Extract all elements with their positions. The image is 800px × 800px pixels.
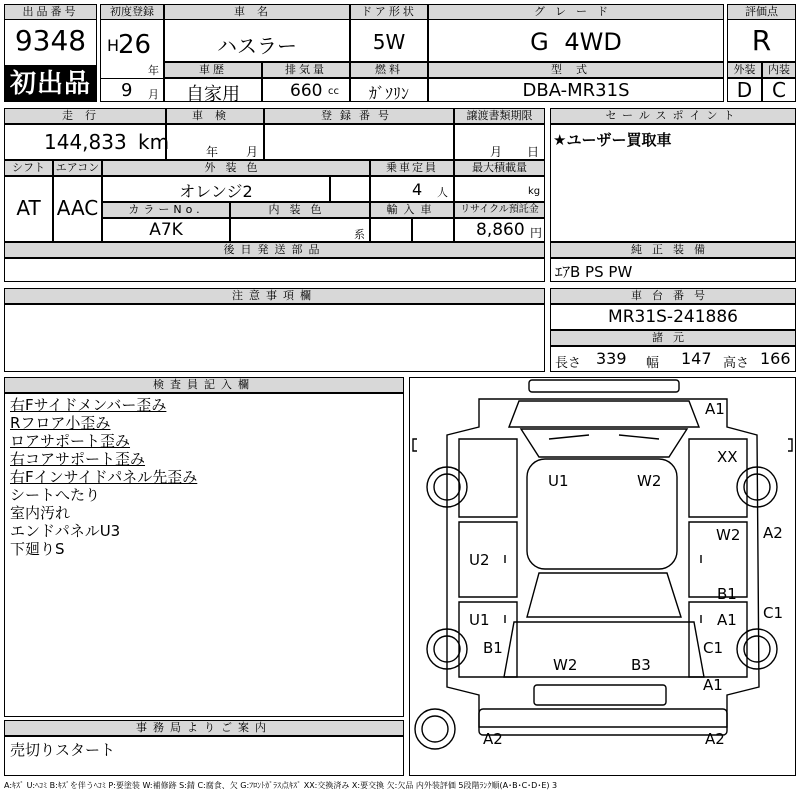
door-shape-label: ドア形状 xyxy=(350,4,428,20)
first-registration-label: 初度登録 xyxy=(100,4,164,20)
recycle-unit: 円 xyxy=(530,226,543,240)
shift-label: シフト xyxy=(4,160,53,176)
mark-xx-right-front: XX xyxy=(717,448,738,466)
score-label: 評価点 xyxy=(727,4,796,20)
mark-a2-rear-right: A2 xyxy=(705,730,725,748)
equipment-label: 純正装備 xyxy=(550,242,796,258)
interior-grade: C xyxy=(772,78,786,102)
registration-month: 9 xyxy=(121,80,133,101)
inspection-month-unit: 月 xyxy=(246,145,259,159)
inspector-note: 右Fインサイドパネル先歪み xyxy=(10,468,198,486)
int-color-unit: 系 xyxy=(354,228,365,241)
inspector-note: 室内汚れ xyxy=(10,504,71,522)
inspector-notes-list xyxy=(10,396,400,558)
mark-a2-right-fender: A2 xyxy=(763,524,783,542)
length: 339 xyxy=(596,349,627,368)
mark-a1-right-rear: A1 xyxy=(703,676,723,694)
max-load-unit: kg xyxy=(528,186,541,197)
chassis-number: MR31S-241886 xyxy=(608,307,738,327)
inspection-year-unit: 年 xyxy=(206,145,219,159)
car-name: ハスラー xyxy=(217,34,297,58)
length-label: 長さ xyxy=(555,356,582,371)
mark-u2-left-door: U2 xyxy=(469,551,490,569)
sales-point-label: セールスポイント xyxy=(550,108,796,124)
lot-number-label: 出品番号 xyxy=(4,4,97,20)
aircon-label: エアコン xyxy=(53,160,102,176)
displacement: 660 xyxy=(290,81,323,101)
recycle-fee: 8,860 xyxy=(476,220,525,240)
displacement-unit: cc xyxy=(328,86,339,97)
registration-year: 26 xyxy=(118,30,152,60)
aircon: AAC xyxy=(56,196,99,220)
grade-label: グレード xyxy=(428,4,724,20)
mark-w2-right-door: W2 xyxy=(716,526,741,544)
grade: G 4WD xyxy=(530,28,622,56)
ext-color: オレンジ2 xyxy=(179,182,253,201)
ext-color-label: 外装色 xyxy=(102,160,370,176)
color-no: A7K xyxy=(149,220,183,240)
mark-c1-right-quarter: C1 xyxy=(703,639,724,657)
inspector-notes-label: 検査員記入欄 xyxy=(4,377,404,393)
equipment: ｴｱB PS PW xyxy=(555,263,633,281)
capacity-label: 乗車定員 xyxy=(370,160,454,176)
office-message-label: 事務局よりご案内 xyxy=(4,720,404,736)
sales-point: ★ユーザー買取車 xyxy=(553,131,672,149)
model-code: DBA-MR31S xyxy=(522,80,630,101)
mark-b1-right-door: B1 xyxy=(717,585,737,603)
inspector-note: エンドパネルU3 xyxy=(10,522,121,540)
mark-u1-roof: U1 xyxy=(548,472,569,490)
inspector-note: 下廻りS xyxy=(10,540,65,558)
history-label: 車歴 xyxy=(164,62,262,78)
caution-label: 注意事項欄 xyxy=(4,288,545,304)
mark-u1-left-door: U1 xyxy=(469,611,490,629)
inspector-note: シートへたり xyxy=(10,486,101,504)
car-body-diagram xyxy=(409,377,796,776)
interior-label: 内装 xyxy=(762,62,796,78)
office-message: 売切りスタート xyxy=(10,741,116,759)
specs-label: 諸元 xyxy=(550,330,796,346)
mark-w2-rear-glass: W2 xyxy=(553,656,578,674)
lot-number: 9348 xyxy=(14,24,87,57)
transfer-deadline-label: 譲渡書類期限 xyxy=(454,108,545,124)
recycle-label: リサイクル預託金 xyxy=(454,202,545,218)
import-label: 輸入車 xyxy=(370,202,454,218)
fuel: ｶﾞｿﾘﾝ xyxy=(368,84,409,103)
width-label: 幅 xyxy=(646,356,660,371)
caution-box xyxy=(4,304,545,372)
legend: A:ｷｽﾞ U:ﾍｺﾐ B:ｷｽﾞを伴うﾍｺﾐ P:要塗装 W:補修跡 S:錆 C:腐食、欠 G:ﾌﾛﾝﾄｶﾞﾗｽ点ｷｽﾞ XX:交換済み X:要交換 欠:欠品 内外装評価 5段階ﾗﾝｸ順(A･B･C･D･E) 3 xyxy=(4,781,558,790)
height-label: 高さ xyxy=(723,356,750,371)
inspector-note: 右コアサポート歪み xyxy=(10,450,146,468)
registration-no-label: 登録番号 xyxy=(264,108,454,124)
month-unit: 月 xyxy=(148,88,159,101)
height: 166 xyxy=(760,349,791,368)
car-name-label: 車名 xyxy=(164,4,350,20)
year-unit: 年 xyxy=(148,64,159,77)
inspector-note: 右Fサイドメンバー歪み xyxy=(10,396,167,414)
mark-b3-trunk: B3 xyxy=(631,656,651,674)
door-shape: 5W xyxy=(372,30,406,54)
mark-a2-rear-left: A2 xyxy=(483,730,503,748)
later-parts-label: 後日発送部品 xyxy=(4,242,545,258)
first-listing-badge: 初出品 xyxy=(4,66,97,102)
history: 自家用 xyxy=(186,84,240,105)
transfer-day-unit: 日 xyxy=(527,145,540,159)
color-no-label: カラーNo. xyxy=(102,202,230,218)
mileage-unit: km xyxy=(138,130,170,154)
mark-c1-right: C1 xyxy=(763,604,784,622)
mark-w2-roof: W2 xyxy=(637,472,662,490)
chassis-label: 車台番号 xyxy=(550,288,796,304)
inspector-note: Rフロア小歪み xyxy=(10,414,111,432)
capacity-unit: 人 xyxy=(437,186,448,199)
model-label: 型式 xyxy=(428,62,724,78)
max-load-label: 最大積載量 xyxy=(454,160,545,176)
int-color-label: 内装色 xyxy=(230,202,370,218)
later-parts-box xyxy=(4,258,545,282)
mileage-label: 走行 xyxy=(4,108,166,124)
score: R xyxy=(751,24,772,57)
width: 147 xyxy=(681,349,712,368)
mileage: 144,833 xyxy=(44,130,127,154)
fuel-label: 燃料 xyxy=(350,62,428,78)
shift: AT xyxy=(16,196,41,220)
exterior-label: 外装 xyxy=(727,62,762,78)
mark-b1-left-quarter: B1 xyxy=(483,639,503,657)
exterior-grade: D xyxy=(736,78,753,102)
transfer-month-unit: 月 xyxy=(490,145,503,159)
mark-a1-hood: A1 xyxy=(705,400,725,418)
inspector-note: ロアサポート歪み xyxy=(10,432,131,450)
era: H xyxy=(107,36,120,55)
displacement-label: 排気量 xyxy=(262,62,350,78)
capacity: 4 xyxy=(412,180,423,199)
inspection-label: 車検 xyxy=(166,108,264,124)
mark-a1-right-door: A1 xyxy=(717,611,737,629)
